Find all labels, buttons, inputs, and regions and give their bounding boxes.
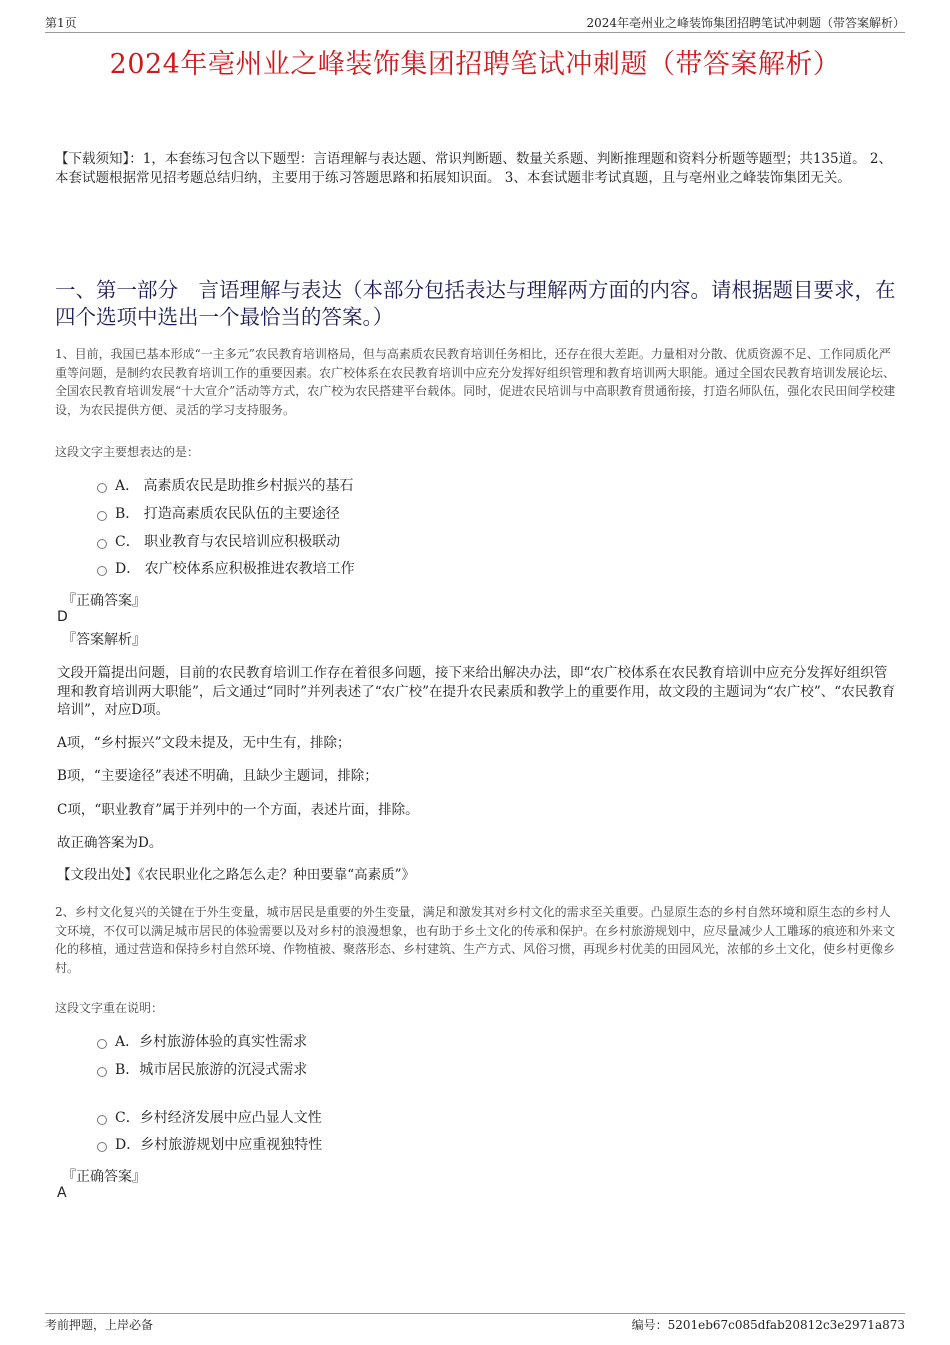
question-2-prompt: 这段文字重在说明： <box>55 1001 164 1015</box>
option-label: C．乡村经济发展中应凸显人文性 <box>115 1110 322 1126</box>
question-1-answer: D <box>57 609 68 625</box>
option-label: A．乡村旅游体验的真实性需求 <box>115 1034 308 1050</box>
option-label: C． 职业教育与农民培训应积极联动 <box>115 534 341 550</box>
radio-icon[interactable] <box>97 539 107 549</box>
question-1-option-d[interactable] <box>97 560 355 578</box>
page-number: 第1页 <box>45 16 77 30</box>
page-footer <box>45 1313 905 1332</box>
question-2-option-b[interactable] <box>97 1061 307 1079</box>
question-1-text: 1、目前，我国已基本形成“一主多元”农民教育培训格局，但与高素质农民教育培训任务相比，还存在很大差距。力量相对分散、优质资源不足、工作同质化严重等问题，是制约农民教育培训工作的重要因素。农广校体系在农民教育培训中应充分发挥好组织管理和教育培训两大职能。通过全国农民教育培训发展论坛、全国农民教育培训发展“十大宣介”活动等方式，农广校为农民搭建平台载体。同时，促进农民培训与中高职教育贯通衔接，打造名师队伍，强化农民田间学校建设，为农民提供方便、灵活的学习支持服务。 <box>55 347 896 417</box>
question-1-option-c[interactable] <box>97 533 340 551</box>
question-2-option-c[interactable] <box>97 1109 322 1127</box>
question-1-option-b[interactable] <box>97 505 340 523</box>
radio-icon[interactable] <box>97 1142 107 1152</box>
radio-icon[interactable] <box>97 566 107 576</box>
page-header <box>45 14 905 33</box>
analysis-paragraph: 故正确答案为D。 <box>57 835 163 851</box>
option-label: B． 打造高素质农民队伍的主要途径 <box>115 506 340 522</box>
option-label: D．乡村旅游规划中应重视独特性 <box>115 1137 323 1153</box>
radio-icon[interactable] <box>97 511 107 521</box>
option-label: D． 农广校体系应积极推进农教培工作 <box>115 561 355 577</box>
option-label: A． 高素质农民是助推乡村振兴的基石 <box>115 478 354 494</box>
question-2-option-d[interactable] <box>97 1136 322 1154</box>
radio-icon[interactable] <box>97 1115 107 1125</box>
analysis-paragraph: C项，“职业教育”属于并列中的一个方面，表述片面，排除。 <box>57 802 419 818</box>
radio-icon[interactable] <box>97 1067 107 1077</box>
footer-doc-id: 编号：5201eb67c085dfab20812c3e2971a873 <box>631 1318 905 1332</box>
footer-slogan: 考前押题，上岸必备 <box>45 1318 154 1332</box>
question-1-prompt: 这段文字主要想表达的是： <box>55 445 200 459</box>
header-doc-title: 2024年亳州业之峰装饰集团招聘笔试冲刺题（带答案解析） <box>586 16 905 30</box>
analysis-paragraph: A项，“乡村振兴”文段未提及，无中生有，排除； <box>57 735 351 751</box>
question-1-option-a[interactable] <box>97 477 354 495</box>
question-2-text: 2、乡村文化复兴的关键在于外生变量，城市居民是重要的外生变量，满足和激发其对乡村文化的需求至关重要。凸显原生态的乡村自然环境和原生态的乡村人文环境，不仅可以满足城市居民的体验需要以及对乡村的浪漫想象，也有助于乡土文化的传承和保护。在乡村旅游规划中，应尽量减少人工雕琢的痕迹和外来文化的移植，通过营造和保持乡村自然环境、作物植被、聚落形态、乡村建筑、生产方式、风俗习惯，再现乡村优美的田园风光，浓郁的乡土文化，使乡村更像乡村。 <box>55 905 896 975</box>
option-label: B．城市居民旅游的沉浸式需求 <box>115 1062 308 1078</box>
question-1-answer-label: 『正确答案』 <box>62 593 146 609</box>
analysis-source: 【文段出处】《农民职业化之路怎么走？种田要靠“高素质”》 <box>57 867 416 883</box>
radio-icon[interactable] <box>97 1039 107 1049</box>
section-heading: 一、第一部分 言语理解与表达（本部分包括表达与理解两方面的内容。请根据题目要求，在四个选项中选出一个最恰当的答案。） <box>55 278 896 329</box>
radio-icon[interactable] <box>97 483 107 493</box>
question-2-answer: A <box>57 1185 67 1201</box>
download-notice: 【下载须知】：1，本套练习包含以下题型：言语理解与表达题、常识判断题、数量关系题、判断推理题和资料分析题等题型；共135道。 2、本套试题根据常见招考题总结归纳，主要用于练习答题思路和拓展知识面。 3、本套试题非考试真题，且与亳州业之峰装饰集团无关。 <box>55 151 892 186</box>
question-2-answer-label: 『正确答案』 <box>62 1169 146 1185</box>
document-title: 2024年亳州业之峰装饰集团招聘笔试冲刺题（带答案解析） <box>109 49 841 80</box>
question-1-analysis-label: 『答案解析』 <box>62 632 146 648</box>
question-2-option-a[interactable] <box>97 1033 307 1051</box>
analysis-paragraph: B项，“主要途径”表述不明确，且缺少主题词，排除； <box>57 768 378 784</box>
analysis-paragraph: 文段开篇提出问题，目前的农民教育培训工作存在着很多问题，接下来给出解决办法，即“农广校体系在农民教育培训中应充分发挥好组织管理和教育培训两大职能”，后文通过“同时”并列表述了“农广校”在提升农民素质和教学上的重要作用，故文段的主题词为“农广校”、“农民教育培训”，对应D项。 <box>57 665 896 718</box>
